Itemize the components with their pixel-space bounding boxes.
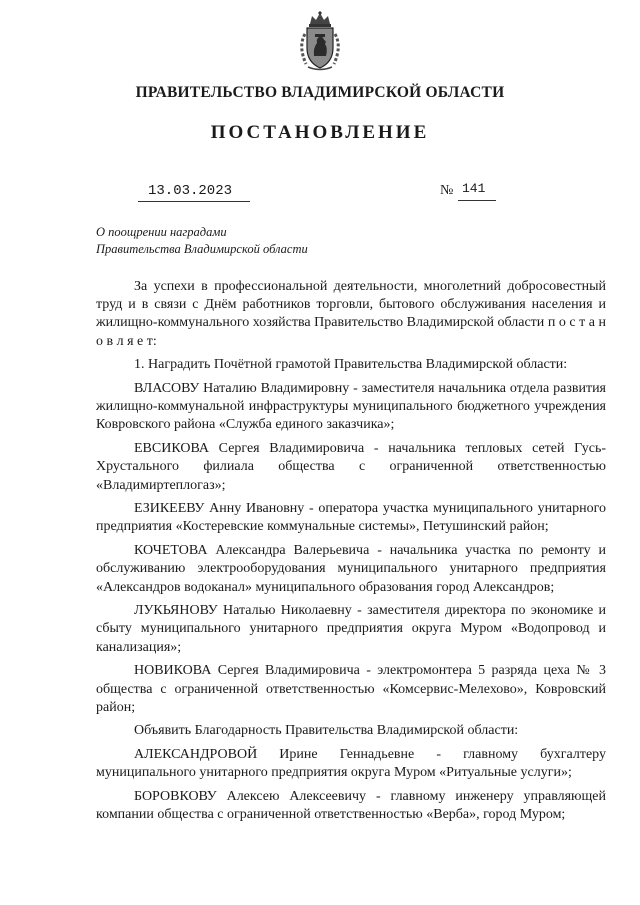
gratitude-entry-aleksandrova: АЛЕКСАНДРОВОЙ Ирине Геннадьевне - главному бухгалтеру муниципального унитарного предприятия округа Муром «Ритуальные услуги»;	[96, 747, 606, 781]
document-type-title: ПОСТАНОВЛЕНИЕ	[210, 122, 430, 143]
award-entry-vlasova: ВЛАСОВУ Наталию Владимировну - заместителя начальника отдела развития жилищно-коммунальной инфраструктуры муниципального бюджетного учреждения Ковровского района «Служба единого заказчика»;	[96, 381, 606, 433]
coat-of-arms-icon	[290, 10, 350, 72]
decree-number: 141	[462, 181, 486, 196]
number-sign: №	[440, 183, 454, 198]
award-entry-kochetov: КОЧЕТОВА Александра Валерьевича - начальника участка по ремонту и обслуживанию электрооборудования муниципального унитарного предприятия «Александров водоканал» муниципального образования город Александров;	[96, 543, 606, 595]
award-entry-evsikov: ЕВСИКОВА Сергея Владимировича - начальника тепловых сетей Гусь-Хрустального филиала общества с ограниченной ответственностью «Владимиртеплогаз»;	[96, 441, 606, 493]
gratitude-entry-borovkov: БОРОВКОВУ Алексею Алексеевичу - главному инженеру управляющей компании общества с ограниченной ответственностью «Верба», город Муром;	[96, 789, 606, 823]
preamble-paragraph: За успехи в профессиональной деятельности, многолетний добросовестный труд и в связи с Днём работников торговли, бытового обслуживания населения и жилищно-коммунального хозяйства Правительство Владимирской области п о с т а н о в л я е т:	[96, 279, 606, 349]
award-entry-novikov: НОВИКОВА Сергея Владимировича - электромонтера 5 разряда цеха № 3 общества с ограниченной ответственностью «Комсервис-Мелехово», Ковровский район;	[96, 663, 606, 715]
decree-subject	[96, 224, 308, 258]
government-title: ПРАВИТЕЛЬСТВО ВЛАДИМИРСКОЙ ОБЛАСТИ	[135, 84, 505, 101]
award-entry-ezikeeva: ЕЗИКЕЕВУ Анну Ивановну - оператора участка муниципального унитарного предприятия «Костеревские коммунальные системы», Петушинский район;	[96, 501, 606, 535]
decree-body	[96, 278, 606, 830]
gratitude-heading-paragraph: Объявить Благодарность Правительства Владимирской области:	[134, 723, 519, 739]
award-entry-lukyanova: ЛУКЬЯНОВУ Наталью Николаевну - заместителя директора по экономике и сбыту муниципального унитарного предприятия округа Муром «Водопровод и канализация»;	[96, 603, 606, 655]
date-underline	[138, 201, 250, 202]
subject-line-2: Правительства Владимирской области	[96, 242, 308, 256]
number-underline	[458, 200, 496, 201]
award-heading-paragraph: 1. Наградить Почётной грамотой Правительства Владимирской области:	[134, 357, 568, 373]
decree-date: 13.03.2023	[148, 183, 233, 199]
subject-line-1: О поощрении наградами	[96, 225, 227, 239]
